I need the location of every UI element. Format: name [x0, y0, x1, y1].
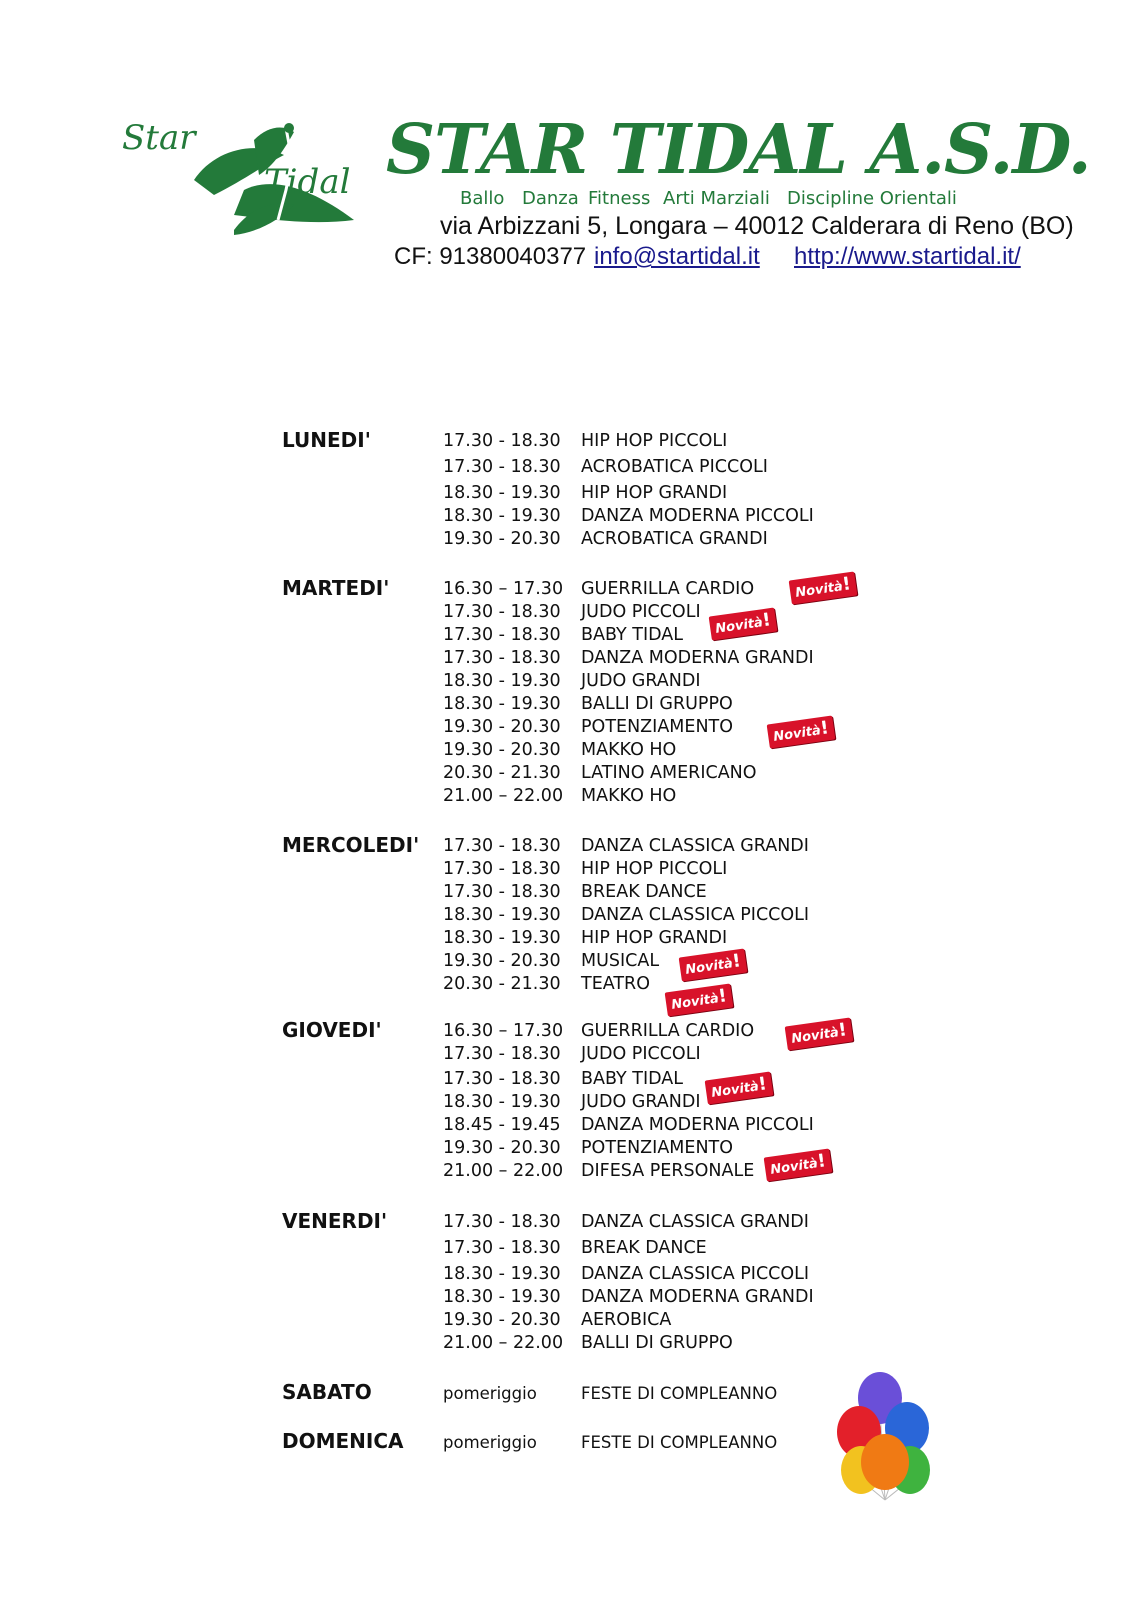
- schedule-row: [443, 882, 863, 906]
- time: 17.30 - 18.30: [443, 1238, 561, 1258]
- schedule-row: [443, 974, 863, 998]
- balloons-icon: [835, 1370, 935, 1520]
- time: 18.30 - 19.30: [443, 694, 561, 714]
- schedule-row: [443, 1384, 863, 1408]
- time: 19.30 - 20.30: [443, 529, 561, 549]
- course: ACROBATICA GRANDI: [581, 529, 768, 549]
- course: JUDO PICCOLI: [581, 1044, 701, 1064]
- course: BABY TIDAL: [581, 625, 684, 645]
- course: DANZA CLASSICA PICCOLI: [581, 1264, 810, 1284]
- time: 16.30 – 17.30: [443, 1021, 564, 1041]
- schedule-row: [443, 1115, 863, 1139]
- schedule-row: [443, 431, 863, 455]
- schedule-row: [443, 506, 863, 530]
- novita-badge: Novità!: [789, 572, 858, 605]
- course: BALLI DI GRUPPO: [581, 694, 733, 714]
- schedule-row: [443, 859, 863, 883]
- time: 19.30 - 20.30: [443, 1138, 561, 1158]
- time: 18.30 - 19.30: [443, 483, 561, 503]
- time: pomeriggio: [443, 1384, 537, 1403]
- course: DANZA CLASSICA PICCOLI: [581, 905, 810, 925]
- website-link[interactable]: http://www.startidal.it/: [794, 243, 1021, 270]
- time: 19.30 - 20.30: [443, 1310, 561, 1330]
- course: FESTE DI COMPLEANNO: [581, 1433, 778, 1452]
- day-sabato: SABATO: [282, 1380, 372, 1404]
- discipline-item: Ballo: [460, 188, 505, 209]
- time: 18.30 - 19.30: [443, 506, 561, 526]
- course: JUDO GRANDI: [581, 671, 701, 691]
- schedule-row: [443, 1433, 863, 1457]
- course: DANZA CLASSICA GRANDI: [581, 836, 809, 856]
- logo-word-star: Star: [122, 118, 196, 158]
- address: via Arbizzani 5, Longara – 40012 Calderara di Reno (BO): [440, 212, 1074, 240]
- course: DANZA MODERNA PICCOLI: [581, 1115, 814, 1135]
- time: 18.30 - 19.30: [443, 1287, 561, 1307]
- schedule-row: [443, 763, 863, 787]
- time: 20.30 - 21.30: [443, 763, 561, 783]
- course: POTENZIAMENTO: [581, 717, 733, 737]
- day-martedi: MARTEDI': [282, 576, 390, 600]
- time: 19.30 - 20.30: [443, 951, 561, 971]
- course: HIP HOP GRANDI: [581, 928, 728, 948]
- course: JUDO PICCOLI: [581, 602, 701, 622]
- time: 17.30 - 18.30: [443, 1212, 561, 1232]
- schedule-row: [443, 648, 863, 672]
- disciplines-list: [460, 188, 1020, 214]
- time: 17.30 - 18.30: [443, 602, 561, 622]
- logo-word-tidal: Tidal: [264, 162, 351, 202]
- schedule-row: [443, 1310, 863, 1334]
- brand-title: STAR TIDAL A.S.D.: [386, 110, 1091, 190]
- course: TEATRO: [581, 974, 650, 994]
- time: 17.30 - 18.30: [443, 1069, 561, 1089]
- novita-badge: Novità!: [679, 949, 748, 982]
- course: DIFESA PERSONALE: [581, 1161, 755, 1181]
- course: BREAK DANCE: [581, 882, 707, 902]
- discipline-item: Danza: [522, 188, 579, 209]
- day-lunedi: LUNEDI': [282, 428, 371, 452]
- time: 21.00 – 22.00: [443, 1333, 564, 1353]
- novita-badge: Novità!: [705, 1072, 774, 1105]
- time: 21.00 – 22.00: [443, 786, 564, 806]
- course: POTENZIAMENTO: [581, 1138, 733, 1158]
- schedule-row: [443, 951, 863, 975]
- schedule-row: [443, 1092, 863, 1116]
- time: 19.30 - 20.30: [443, 717, 561, 737]
- course: DANZA MODERNA GRANDI: [581, 1287, 814, 1307]
- schedule-row: [443, 694, 863, 718]
- time: 20.30 - 21.30: [443, 974, 561, 994]
- time: 19.30 - 20.30: [443, 740, 561, 760]
- course: HIP HOP PICCOLI: [581, 859, 728, 879]
- time: 18.30 - 19.30: [443, 671, 561, 691]
- schedule-row: [443, 457, 863, 481]
- schedule-row: [443, 1287, 863, 1311]
- schedule-row: [443, 1333, 863, 1357]
- course: GUERRILLA CARDIO: [581, 1021, 755, 1041]
- time: 18.30 - 19.30: [443, 928, 561, 948]
- discipline-item: Arti Marziali: [663, 188, 770, 209]
- course: GUERRILLA CARDIO: [581, 579, 755, 599]
- day-giovedi: GIOVEDI': [282, 1018, 382, 1042]
- discipline-item: Fitness: [588, 188, 651, 209]
- schedule-row: [443, 671, 863, 695]
- time: 17.30 - 18.30: [443, 882, 561, 902]
- course: BREAK DANCE: [581, 1238, 707, 1258]
- course: FESTE DI COMPLEANNO: [581, 1384, 778, 1403]
- novita-badge: Novità!: [709, 608, 778, 641]
- time: 18.45 - 19.45: [443, 1115, 561, 1135]
- novita-badge: Novità!: [785, 1018, 854, 1051]
- course: AEROBICA: [581, 1310, 672, 1330]
- schedule-row: [443, 905, 863, 929]
- schedule-row: [443, 1069, 863, 1093]
- course: ACROBATICA PICCOLI: [581, 457, 768, 477]
- schedule-row: [443, 625, 863, 649]
- time: 17.30 - 18.30: [443, 648, 561, 668]
- course: HIP HOP PICCOLI: [581, 431, 728, 451]
- course: HIP HOP GRANDI: [581, 483, 728, 503]
- course: MUSICAL: [581, 951, 660, 971]
- time: 21.00 – 22.00: [443, 1161, 564, 1181]
- time: 17.30 - 18.30: [443, 625, 561, 645]
- email-link[interactable]: info@startidal.it: [594, 243, 760, 270]
- time: 17.30 - 18.30: [443, 431, 561, 451]
- course: BALLI DI GRUPPO: [581, 1333, 733, 1353]
- course: DANZA CLASSICA GRANDI: [581, 1212, 809, 1232]
- logo: [114, 110, 364, 240]
- time: pomeriggio: [443, 1433, 537, 1452]
- time: 18.30 - 19.30: [443, 1092, 561, 1112]
- time: 17.30 - 18.30: [443, 457, 561, 477]
- novita-badge: Novità!: [764, 1149, 833, 1182]
- day-mercoledi: MERCOLEDI': [282, 833, 420, 857]
- time: 18.30 - 19.30: [443, 905, 561, 925]
- novita-badge: Novità!: [665, 984, 734, 1017]
- schedule-row: [443, 1212, 863, 1236]
- day-venerdi: VENERDI': [282, 1209, 388, 1233]
- time: 17.30 - 18.30: [443, 1044, 561, 1064]
- course: MAKKO HO: [581, 786, 677, 806]
- discipline-item: Discipline Orientali: [787, 188, 957, 209]
- time: 18.30 - 19.30: [443, 1264, 561, 1284]
- time: 17.30 - 18.30: [443, 836, 561, 856]
- time: 17.30 - 18.30: [443, 859, 561, 879]
- day-domenica: DOMENICA: [282, 1429, 404, 1453]
- schedule-row: [443, 836, 863, 860]
- time: 16.30 – 17.30: [443, 579, 564, 599]
- course: DANZA MODERNA GRANDI: [581, 648, 814, 668]
- course: JUDO GRANDI: [581, 1092, 701, 1112]
- schedule-row: [443, 1264, 863, 1288]
- schedule-row: [443, 483, 863, 507]
- schedule-row: [443, 786, 863, 810]
- course: DANZA MODERNA PICCOLI: [581, 506, 814, 526]
- tax-code: CF: 91380040377: [394, 243, 587, 270]
- course: MAKKO HO: [581, 740, 677, 760]
- course: BABY TIDAL: [581, 1069, 684, 1089]
- schedule-row: [443, 928, 863, 952]
- schedule-row: [443, 1238, 863, 1262]
- contacts: [394, 243, 1034, 277]
- schedule-row: [443, 529, 863, 553]
- schedule-row: [443, 602, 863, 626]
- course: LATINO AMERICANO: [581, 763, 757, 783]
- novita-badge: Novità!: [767, 716, 836, 749]
